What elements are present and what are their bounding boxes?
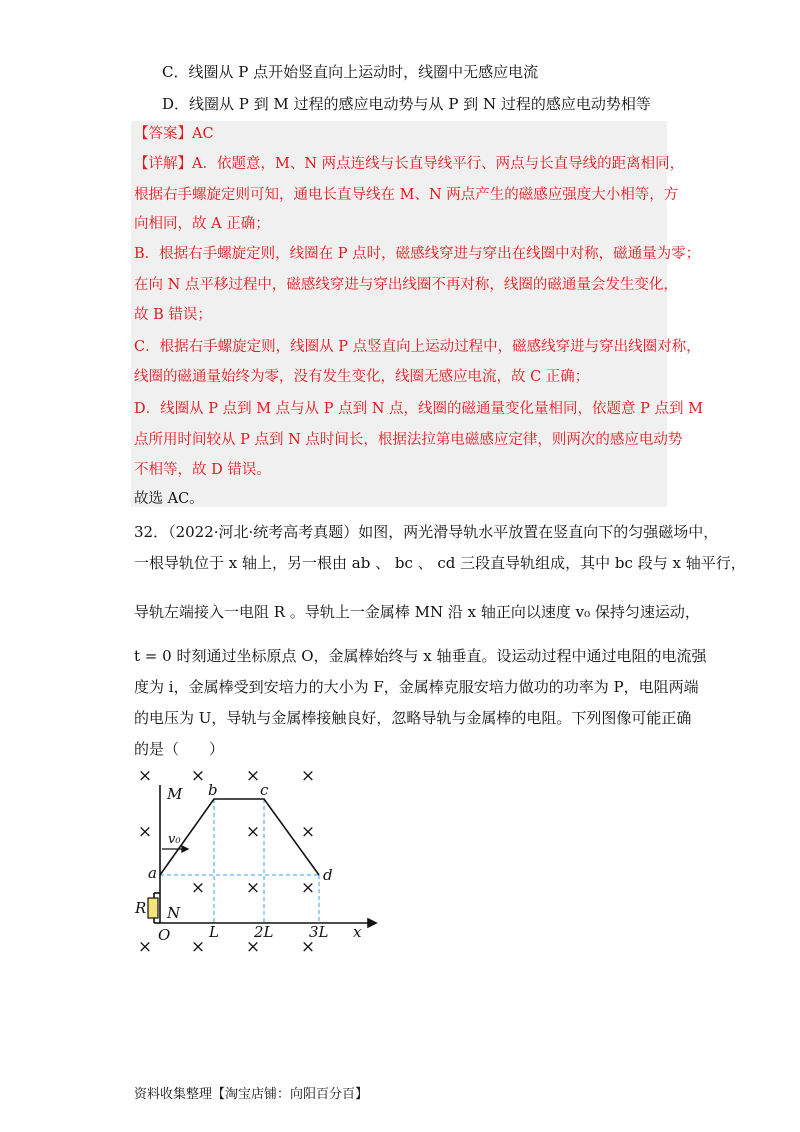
field-cross: × [300,878,316,898]
label-r: R [135,899,147,917]
field-cross: × [245,937,261,957]
rail-abcd [160,799,319,875]
label-n: N [167,904,181,922]
question-text: 的是（ ） [134,740,225,758]
field-cross: × [245,766,261,786]
footer-source: 资料收集整理【淘宝店铺：向阳百分百】 [134,1087,369,1102]
option-c: C．线圈从 P 点开始竖直向上运动时，线圈中无感应电流 [162,63,539,81]
question-text: 度为 i，金属棒受到安培力的大小为 F，金属棒克服安培力做功的功率为 P，电阻两端 [134,678,699,696]
label-x: x [353,923,362,941]
explanation-line: 不相等，故 D 错误。 [134,462,271,478]
explanation-line: C．根据右手螺旋定则，线圈从 P 点竖直向上运动过程中，磁感线穿进与穿出线圈对称， [134,339,701,355]
explanation-line: 根据右手螺旋定则可知，通电长直导线在 M、N 两点产生的磁感应强度大小相等，方 [134,187,679,203]
field-cross: × [300,822,316,842]
label-d: d [323,866,333,884]
label-a: a [148,864,157,882]
field-cross: × [137,822,153,842]
field-cross: × [300,937,316,957]
velocity-arrowhead [182,846,188,852]
explanation-line: 【详解】A．依题意，M、N 两点连线与长直导线平行、两点与长直导线的距离相同， [134,156,685,172]
explanation-line: D．线圈从 P 点到 M 点与从 P 点到 N 点，线圈的磁通量变化量相同，依题意 P 点到 M [134,401,703,417]
rail-circuit-diagram [130,765,390,965]
field-cross: × [137,937,153,957]
question-text: 的电压为 U，导轨与金属棒接触良好，忽略导轨与金属棒的电阻。下列图像可能正确 [134,709,692,727]
option-d: D．线圈从 P 到 M 过程的感应电动势与从 P 到 N 过程的感应电动势相等 [162,95,651,113]
label-m: M [167,785,183,803]
explanation-line: 向相同，故 A 正确； [134,216,270,232]
explanation-line: 点所用时间较从 P 点到 N 点时间长，根据法拉第电磁感应定律，则两次的感应电动势 [134,432,683,448]
label-o: O [158,926,171,944]
field-cross: × [137,766,153,786]
field-cross: × [300,766,316,786]
field-cross: × [190,766,206,786]
question-text: 导轨左端接入一电阻 R 。导轨上一金属棒 MN 沿 x 轴正向以速度 v₀ 保持匀速运动， [134,603,700,621]
explanation-line: 故 B 错误； [134,307,212,323]
label-b: b [208,781,218,799]
explanation-line: 线圈的磁通量始终为零，没有发生变化，线圈无感应电流，故 C 正确； [134,369,590,385]
field-cross: × [245,822,261,842]
label-c: c [260,781,269,799]
field-cross: × [190,878,206,898]
explanation-line: 在向 N 点平移过程中，磁感线穿进与穿出线圈不再对称，线圈的磁通量会发生变化， [134,277,678,293]
question-text: t = 0 时刻通过坐标原点 O，金属棒始终与 x 轴垂直。设运动过程中通过电阻的电流强 [134,647,707,665]
tick-label-3l: 3L [309,923,329,941]
tick-label-l: L [209,923,219,941]
field-cross: × [190,937,206,957]
field-cross: × [245,878,261,898]
label-v0: v₀ [168,832,181,847]
resistor-r [148,898,158,918]
question-text: 32．（2022·河北·统考高考真题）如图，两光滑导轨水平放置在竖直向下的匀强磁场中， [134,523,719,541]
answer-conclusion: 故选 AC。 [134,491,204,507]
x-axis-arrow [368,919,376,927]
answer-label: 【答案】AC [134,126,214,142]
explanation-line: B．根据右手螺旋定则，线圈在 P 点时，磁感线穿进与穿出在线圈中对称，磁通量为零； [134,246,701,262]
question-text: 一根导轨位于 x 轴上，另一根由 ab 、 bc 、 cd 三段直导轨组成，其中 bc 段与 x 轴平行， [134,554,746,572]
tick-label-2l: 2L [254,923,274,941]
